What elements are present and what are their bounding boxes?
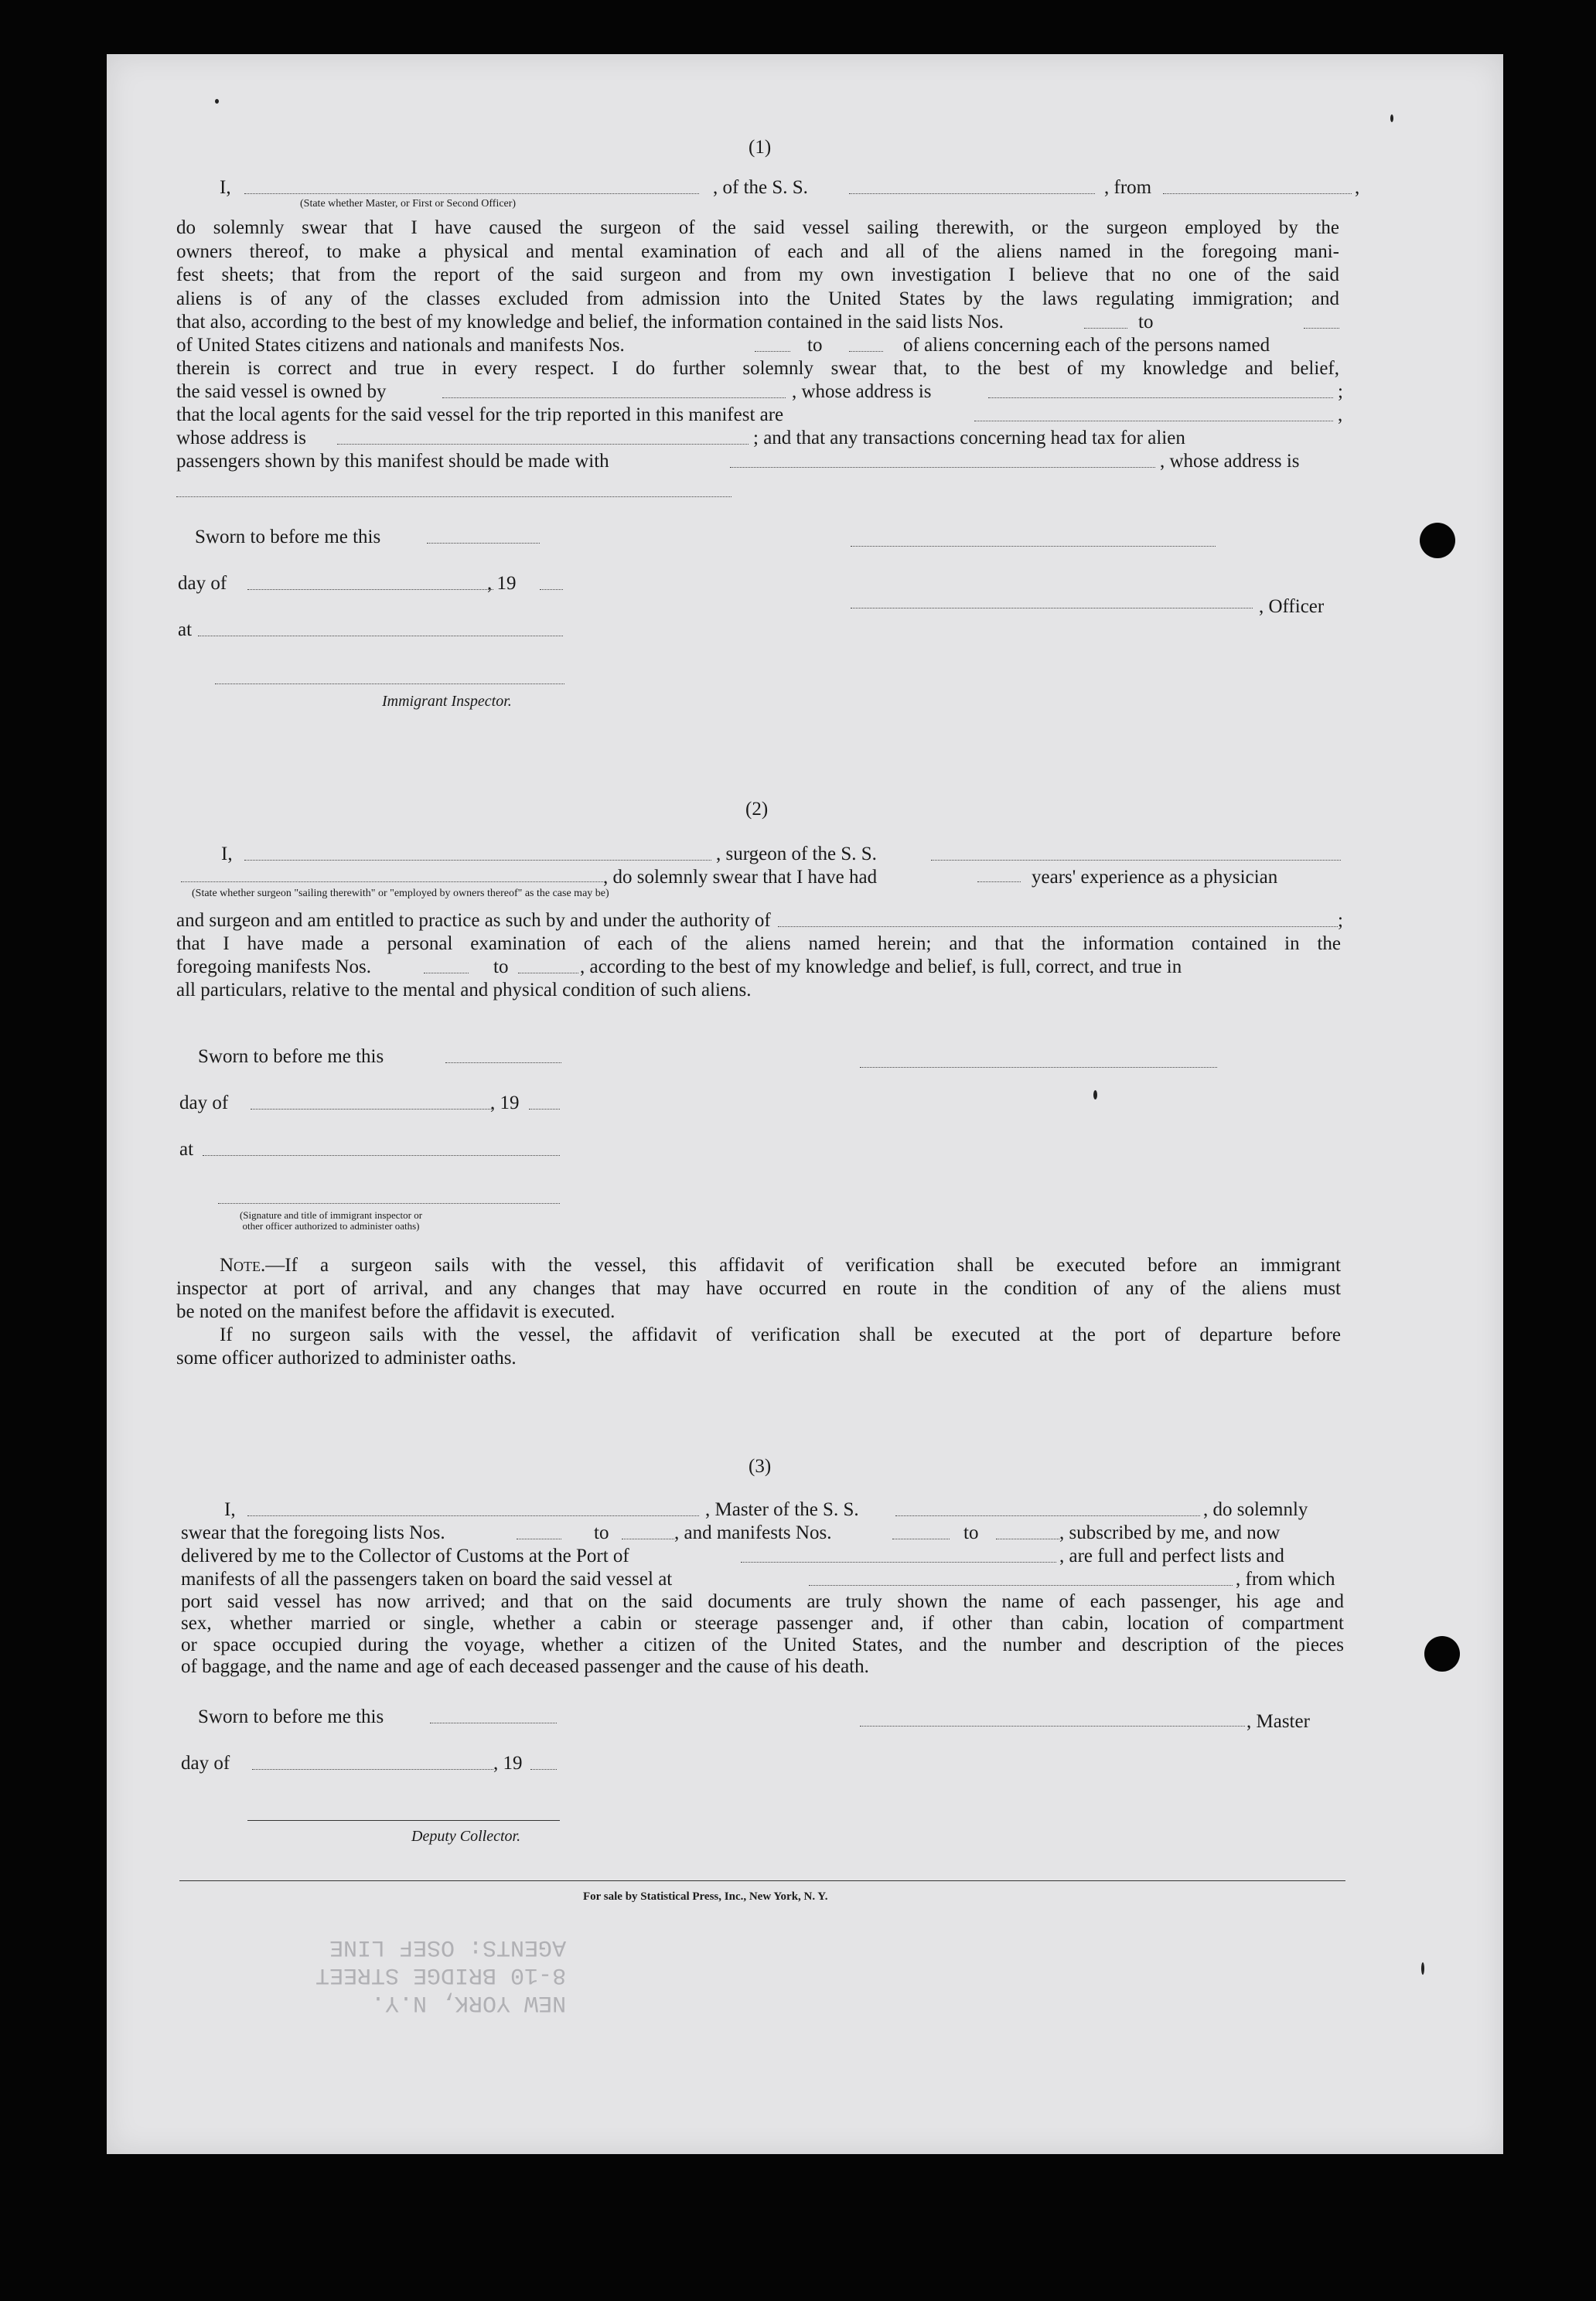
from-port-field[interactable] [1163,193,1352,194]
s3-master-of: , Master of the S. S. [705,1499,859,1520]
s2-line2-b: years' experience as a physician [1032,867,1278,888]
punch-hole [1420,523,1455,558]
correct-line: therein is correct and true in every respect. I do further solemnly swear that, to the best of my knowledge and belief, [176,358,1339,379]
head-tax-address-field[interactable] [176,496,732,497]
oath-line: owners thereof, to make a physical and mental examination of each and all of the aliens named in the foregoing mani- [176,240,1339,262]
s3-month-field[interactable] [252,1769,493,1770]
s2-line5-to: to [493,956,509,977]
surgeon-type-field[interactable] [181,881,603,882]
s3-oath-line: of baggage, and the name and age of each deceased passenger and the cause of his death. [181,1656,869,1677]
s3-line2-a: swear that the foregoing lists Nos. [181,1522,445,1543]
ink-speck [1390,114,1393,122]
s3-to1: to [594,1522,609,1543]
passengers-line-a: passengers shown by this manifest should be made with [176,451,609,472]
s3-to2: to [963,1522,979,1543]
stamp-line: 8-10 BRIDGE STREET [315,1962,567,1988]
section-1-number: (1) [749,137,772,158]
s2-year-field[interactable] [529,1109,560,1110]
s2-year: , 19 [490,1093,520,1113]
vessel-name-field[interactable] [849,193,1095,194]
head-tax-contact-field[interactable] [730,467,1155,468]
s1-officer-label: , Officer [1259,596,1325,617]
s3-oath-line: or space occupied during the voyage, whether a citizen of the United States, and the number and description of the pieces [181,1635,1344,1655]
s3-line4-b: , from which [1236,1569,1335,1590]
s3-day-of: day of [181,1753,230,1774]
s3-line3-b: , are full and perfect lists and [1059,1546,1284,1566]
lists-line: that also, according to the best of my knowledge and belief, the information contained in the said lists Nos. [176,312,1004,332]
citizens-line-a: of United States citizens and nationals and manifests Nos. [176,335,625,356]
owner-address-field[interactable] [988,397,1333,398]
s1-sworn-day-field[interactable] [427,543,540,544]
oath-line: fest sheets; that from the report of the said surgeon and from my own investigation I believe that no one of the said [176,264,1339,285]
s2-line3: and surgeon and am entitled to practice as such by and under the authority of [176,910,771,931]
deputy-signature-field[interactable] [247,1820,560,1821]
s1-inspector-signature-field[interactable] [215,683,564,684]
correct-line-wrap [176,357,1339,381]
immigrant-inspector-label: Immigrant Inspector. [382,693,512,710]
lists-to-field[interactable] [1304,328,1339,329]
s1-month-field[interactable] [247,589,493,590]
address-line-a: whose address is [176,428,307,448]
manifests-from-field[interactable] [755,351,790,352]
section-3-oath-text [181,1591,1344,1678]
s2-day-of: day of [179,1093,229,1113]
agents-end: , [1338,404,1343,425]
owned-line-a: the said vessel is owned by [176,381,387,402]
s3-sworn: Sworn to before me this [198,1706,384,1727]
s3-master-signature-field[interactable] [860,1726,1245,1727]
s2-surgeon-signature-field[interactable] [860,1067,1217,1068]
citizens-to: to [807,335,823,356]
note-line: If no surgeon sails with the vessel, the affidavit of verification shall be executed at the port of departure before [220,1324,1341,1345]
s2-at: at [179,1139,194,1160]
passengers-line-b: , whose address is [1160,451,1300,472]
boarding-port-field[interactable] [809,1585,1233,1586]
agent-stamp [315,1933,566,2016]
form-page [107,54,1503,2154]
s3-line2-c: , subscribed by me, and now [1059,1522,1281,1543]
section-3-number: (3) [749,1456,772,1477]
owned-end: ; [1338,381,1343,402]
s2-inspector-signature-field[interactable] [218,1203,560,1204]
ink-speck [1093,1090,1097,1099]
s1-comma: , [1355,177,1360,198]
citizens-line-b: of aliens concerning each of the persons named [903,335,1270,356]
s3-vessel-field[interactable] [895,1515,1200,1516]
s3-line4-a: manifests of all the passengers taken on board the said vessel at [181,1569,673,1590]
note-line: be noted on the manifest before the affidavit is executed. [176,1301,616,1322]
s2-signature-note-1: (Signature and title of immigrant inspector or [239,1209,423,1221]
manifests-to-field[interactable] [849,351,883,352]
s2-sworn-day-field[interactable] [445,1062,561,1063]
surgeon-type-note: (State whether surgeon "sailing therewith" or "employed by owners thereof" as the case may be) [192,888,609,899]
stamp-line: AGENTS: OSEF LINE [329,1934,567,1960]
s1-year-field[interactable] [540,589,563,590]
years-experience-field[interactable] [977,881,1021,882]
surgeon-name-field[interactable] [244,860,711,861]
s3-year-field[interactable] [530,1769,557,1770]
deputy-collector-label: Deputy Collector. [411,1828,521,1845]
note-label: Note. [220,1255,266,1276]
lists-from-field[interactable] [1084,328,1127,329]
note-line: —If a surgeon sails with the vessel, this affidavit of verification shall be executed before an immigrant [265,1255,1341,1276]
s1-day-of: day of [178,573,227,594]
owned-line-b: , whose address is [792,381,932,402]
s3-oath-line: sex, whether married or single, whether a cabin or steerage passenger and, if other than cabin, location of compartment [181,1613,1344,1634]
s1-at: at [178,619,193,640]
s3-line3-a: delivered by me to the Collector of Customs at the Port of [181,1546,629,1566]
officer-title-field[interactable] [244,193,699,194]
s3-line2-b: , and manifests Nos. [674,1522,832,1543]
agents-line-a: that the local agents for the said vessel for the trip reported in this manifest are [176,404,784,425]
s1-i: I, [220,177,231,198]
note-line: inspector at port of arrival, and any changes that may have occurred en route in the condition of any of the aliens must [176,1278,1341,1299]
s2-examination-line-wrap [176,932,1341,956]
s1-from: , from [1104,177,1152,198]
ink-speck [215,99,219,104]
printer-credit: For sale by Statistical Press, Inc., New York, N. Y. [583,1890,828,1903]
s2-line6: all particulars, relative to the mental and physical condition of such aliens. [176,980,752,1001]
s2-sworn: Sworn to before me this [198,1046,384,1067]
s2-line3-end: ; [1338,910,1343,931]
s3-i: I, [224,1499,236,1520]
s2-i: I, [221,844,233,864]
port-field[interactable] [741,1562,1056,1563]
officer-title-note: (State whether Master, or First or Second Officer) [300,198,517,210]
s1-year: , 19 [487,573,517,594]
master-name-field[interactable] [247,1515,699,1516]
agents-address-field[interactable] [337,444,749,445]
lists-to: to [1138,312,1154,332]
s2-month-field[interactable] [251,1109,492,1110]
s3-year: , 19 [493,1753,523,1774]
s2-examination-line: that I have made a personal examination of each of the aliens named herein; and that the information contained in the [176,933,1341,954]
s2-surgeon-of: , surgeon of the S. S. [716,844,877,864]
oath-line: aliens is of any of the classes excluded from admission into the United States by the laws regulating immigration; and [176,288,1339,309]
oath-line: do solemnly swear that I have caused the surgeon of the said vessel sailing therewith, or the surgeon employed by the [176,217,1339,238]
s2-line5-a: foregoing manifests Nos. [176,956,372,977]
punch-hole [1424,1636,1460,1672]
note-block [176,1254,1341,1370]
s1-signature-field[interactable] [851,546,1216,547]
s2-line5-b: , according to the best of my knowledge and belief, is full, correct, and true in [580,956,1182,977]
section-2-number: (2) [745,799,769,820]
section-1-oath-text [176,216,1339,311]
owner-field[interactable] [442,397,786,398]
s2-line2-a: , do solemnly swear that I have had [603,867,878,888]
ink-speck [1421,1962,1424,1975]
s3-master-label: , Master [1246,1711,1310,1732]
s2-signature-note-2: other officer authorized to administer oaths) [242,1220,420,1232]
s2-vessel-field[interactable] [931,860,1341,861]
stamp-line: NEW YORK, N.Y. [371,1989,567,2016]
s3-oath-line: port said vessel has now arrived; and that on the said documents are truly shown the name of each passenger, his age and [181,1591,1344,1612]
practice-authority-field[interactable] [778,926,1338,927]
footer-rule [179,1880,1345,1881]
note-line: some officer authorized to administer oaths. [176,1348,517,1369]
address-line-b: ; and that any transactions concerning head tax for alien [753,428,1185,448]
s3-do-solemnly: , do solemnly [1203,1499,1308,1520]
s1-of-the-ss: , of the S. S. [713,177,808,198]
s1-sworn: Sworn to before me this [195,527,381,547]
s2-at-field[interactable] [203,1155,560,1156]
